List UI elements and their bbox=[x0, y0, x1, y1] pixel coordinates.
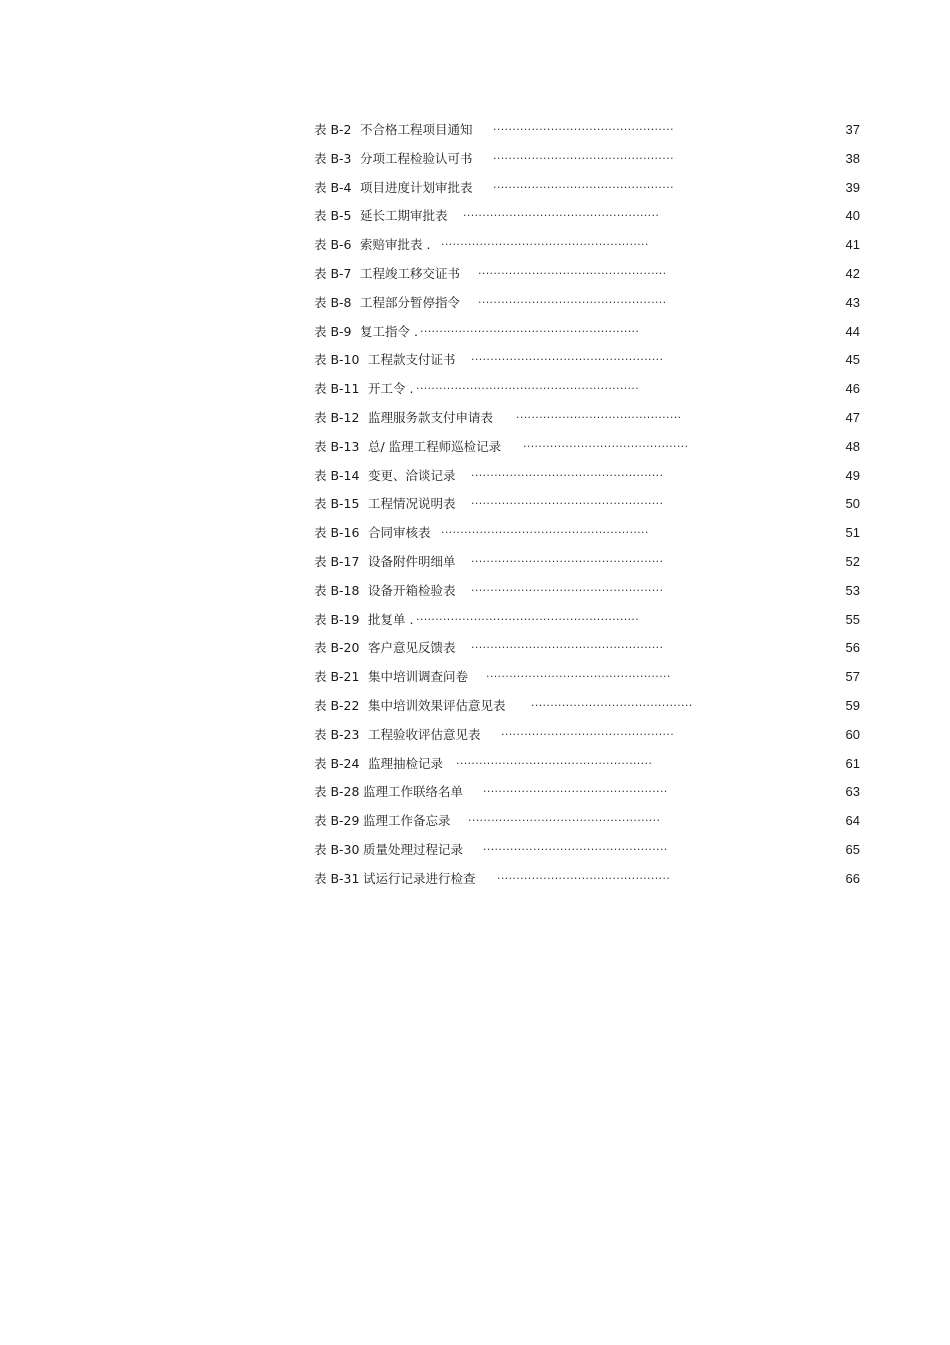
toc-dot-leader: .................................................. bbox=[471, 580, 664, 594]
toc-page-number: 48 bbox=[845, 438, 860, 454]
toc-entry[interactable] bbox=[314, 260, 860, 289]
toc-entry-title: 分项工程检验认可书 bbox=[360, 150, 473, 166]
toc-entry-code: 表 B-19 bbox=[314, 611, 360, 627]
toc-entry[interactable] bbox=[314, 490, 860, 519]
toc-entry-code: 表 B-22 bbox=[314, 697, 360, 713]
toc-entry-title: 工程竣工移交证书 bbox=[360, 265, 461, 281]
toc-entry-code: 表 B-17 bbox=[314, 553, 360, 569]
toc-page-number: 37 bbox=[845, 122, 860, 137]
toc-dot-leader: ...................................................... bbox=[441, 235, 649, 249]
toc-entry[interactable] bbox=[314, 692, 860, 721]
toc-entry[interactable] bbox=[314, 231, 860, 260]
toc-entry-title: 开工令 . bbox=[368, 381, 414, 397]
toc-entry[interactable] bbox=[314, 577, 860, 606]
toc-entry-title: 索赔审批表 . bbox=[360, 237, 431, 253]
toc-entry-code: 表 B-24 bbox=[314, 755, 360, 771]
toc-entry-title: 监理抽检记录 bbox=[368, 755, 444, 771]
toc-page-number: 66 bbox=[845, 870, 860, 886]
toc-entry[interactable] bbox=[314, 174, 860, 203]
toc-dot-leader: ............................................... bbox=[493, 148, 674, 162]
toc-page-number: 56 bbox=[845, 640, 860, 656]
toc-page-number: 59 bbox=[845, 697, 860, 713]
toc-dot-leader: ................................................... bbox=[463, 206, 660, 220]
toc-entry-title: 延长工期审批表 bbox=[360, 208, 448, 224]
toc-dot-leader: .................................................. bbox=[471, 350, 664, 364]
toc-dot-leader: ...................................................... bbox=[441, 523, 649, 537]
toc-page-number: 55 bbox=[845, 611, 860, 627]
toc-entry-title: 试运行记录进行检查 bbox=[363, 870, 476, 886]
toc-entry-title: 集中培训效果评估意见表 bbox=[368, 697, 506, 713]
toc-page-number: 38 bbox=[845, 150, 860, 166]
toc-entry-title: 项目进度计划审批表 bbox=[360, 179, 473, 195]
toc-entry[interactable] bbox=[314, 375, 860, 404]
toc-entry-code: 表 B-8 bbox=[314, 294, 352, 310]
toc-page-number: 61 bbox=[845, 755, 860, 771]
toc-dot-leader: .................................................. bbox=[471, 551, 664, 565]
toc-entry[interactable] bbox=[314, 519, 860, 548]
toc-entry-code: 表 B-21 bbox=[314, 669, 360, 685]
toc-entry[interactable] bbox=[314, 606, 860, 635]
toc-entry[interactable] bbox=[314, 318, 860, 347]
toc-entry-code: 表 B-16 bbox=[314, 525, 360, 541]
toc-page-number: 41 bbox=[845, 237, 860, 253]
toc-entry-code: 表 B-3 bbox=[314, 150, 352, 166]
toc-dot-leader: ................................................. bbox=[478, 263, 667, 277]
toc-page-number: 50 bbox=[845, 496, 860, 512]
toc-page-number: 49 bbox=[845, 467, 860, 483]
toc-entry-code: 表 B-31 bbox=[314, 870, 360, 886]
toc-entry[interactable] bbox=[314, 202, 860, 231]
toc-entry-title: 设备附件明细单 bbox=[368, 553, 456, 569]
toc-entry-code: 表 B-5 bbox=[314, 208, 352, 224]
toc-page-number: 40 bbox=[845, 208, 860, 224]
toc-entry-title: 不合格工程项目通知 bbox=[360, 122, 473, 137]
toc-entry-code: 表 B-9 bbox=[314, 323, 352, 339]
toc-page-number: 47 bbox=[845, 409, 860, 425]
toc-page-number: 52 bbox=[845, 553, 860, 569]
toc-dot-leader: ........................................... bbox=[523, 436, 689, 450]
toc-page-number: 53 bbox=[845, 582, 860, 598]
toc-entry-title: 设备开箱检验表 bbox=[368, 582, 456, 598]
toc-entry[interactable] bbox=[314, 807, 860, 836]
toc-entry-code: 表 B-2 bbox=[314, 122, 352, 137]
toc-entry-title: 合同审核表 bbox=[368, 525, 431, 541]
toc-page-number: 44 bbox=[845, 323, 860, 339]
toc-entry[interactable] bbox=[314, 289, 860, 318]
toc-page-number: 43 bbox=[845, 294, 860, 310]
toc-entry[interactable] bbox=[314, 404, 860, 433]
toc-dot-leader: ............................................. bbox=[497, 868, 671, 882]
toc-dot-leader: ......................................................... bbox=[420, 321, 640, 335]
toc-dot-leader: ................................................ bbox=[483, 782, 668, 796]
toc-page-number: 51 bbox=[845, 525, 860, 541]
toc-entry-code: 表 B-29 bbox=[314, 813, 360, 829]
toc-dot-leader: .................................................. bbox=[471, 638, 664, 652]
toc-entry[interactable] bbox=[314, 346, 860, 375]
toc-dot-leader: .......................................... bbox=[531, 695, 693, 709]
toc-entry-code: 表 B-12 bbox=[314, 409, 360, 425]
toc-page-number: 42 bbox=[845, 265, 860, 281]
toc-dot-leader: ............................................... bbox=[493, 120, 674, 133]
toc-dot-leader: ................................................ bbox=[486, 667, 671, 681]
toc-entry[interactable] bbox=[314, 778, 860, 807]
toc-page-number: 57 bbox=[845, 669, 860, 685]
toc-entry[interactable] bbox=[314, 433, 860, 462]
toc-entry-code: 表 B-14 bbox=[314, 467, 360, 483]
toc-dot-leader: ................................................... bbox=[456, 753, 653, 767]
toc-entry-code: 表 B-20 bbox=[314, 640, 360, 656]
toc-dot-leader: .......................................................... bbox=[416, 379, 640, 393]
toc-entry[interactable] bbox=[314, 634, 860, 663]
toc-page-number: 45 bbox=[845, 352, 860, 368]
toc-page-number: 65 bbox=[845, 841, 860, 857]
toc-dot-leader: ............................................. bbox=[501, 724, 675, 738]
toc-dot-leader: ................................................ bbox=[483, 839, 668, 853]
toc-entry-code: 表 B-18 bbox=[314, 582, 360, 598]
toc-entry[interactable] bbox=[314, 750, 860, 779]
toc-page-number: 60 bbox=[845, 726, 860, 742]
toc-entry-title: 工程情况说明表 bbox=[368, 496, 456, 512]
toc-entry-title: 批复单 . bbox=[368, 611, 414, 627]
toc-entry-title: 复工指令 . bbox=[360, 323, 418, 339]
toc-entry-title: 客户意见反馈表 bbox=[368, 640, 456, 656]
toc-dot-leader: .................................................. bbox=[471, 494, 664, 508]
toc-entry-title: 工程部分暂停指令 bbox=[360, 294, 461, 310]
toc-entry[interactable] bbox=[314, 116, 860, 145]
toc-page-number: 46 bbox=[845, 381, 860, 397]
toc-dot-leader: ................................................. bbox=[478, 292, 667, 306]
toc-dot-leader: ........................................... bbox=[516, 407, 682, 421]
toc-entry-title: 监理工作联络名单 bbox=[363, 784, 464, 800]
toc-entry-title: 工程款支付证书 bbox=[368, 352, 456, 368]
toc-entry[interactable] bbox=[314, 721, 860, 750]
toc-entry-code: 表 B-11 bbox=[314, 381, 360, 397]
toc-entry[interactable] bbox=[314, 865, 860, 894]
toc-entry-code: 表 B-10 bbox=[314, 352, 360, 368]
toc-dot-leader: .................................................. bbox=[471, 465, 664, 479]
toc-entry-title: 变更、洽谈记录 bbox=[368, 467, 456, 483]
toc-entry-title: 监理工作备忘录 bbox=[363, 813, 451, 829]
toc-dot-leader: ............................................... bbox=[493, 177, 674, 191]
toc-dot-leader: .......................................................... bbox=[416, 609, 640, 623]
toc-entry[interactable] bbox=[314, 145, 860, 174]
toc-entry-title: 质量处理过程记录 bbox=[363, 841, 464, 857]
toc-entry[interactable] bbox=[314, 462, 860, 491]
toc-page-number: 39 bbox=[845, 179, 860, 195]
toc-entry-code: 表 B-23 bbox=[314, 726, 360, 742]
toc-entry-title: 总/ 监理工程师巡检记录 bbox=[368, 438, 502, 454]
toc-entry-code: 表 B-15 bbox=[314, 496, 360, 512]
toc-entry-code: 表 B-4 bbox=[314, 179, 352, 195]
toc-entry-code: 表 B-28 bbox=[314, 784, 360, 800]
table-of-contents bbox=[314, 116, 860, 894]
toc-page-number: 64 bbox=[845, 813, 860, 829]
toc-entry-code: 表 B-6 bbox=[314, 237, 352, 253]
toc-entry-code: 表 B-30 bbox=[314, 841, 360, 857]
toc-entry-title: 工程验收评估意见表 bbox=[368, 726, 481, 742]
toc-page-number: 63 bbox=[845, 784, 860, 800]
toc-entry-title: 集中培训调查问卷 bbox=[368, 669, 469, 685]
toc-dot-leader: .................................................. bbox=[468, 811, 661, 825]
toc-entry-code: 表 B-7 bbox=[314, 265, 352, 281]
toc-entry[interactable] bbox=[314, 836, 860, 865]
toc-entry[interactable] bbox=[314, 548, 860, 577]
toc-entry-title: 监理服务款支付申请表 bbox=[368, 409, 494, 425]
toc-entry-code: 表 B-13 bbox=[314, 438, 360, 454]
toc-entry[interactable] bbox=[314, 663, 860, 692]
